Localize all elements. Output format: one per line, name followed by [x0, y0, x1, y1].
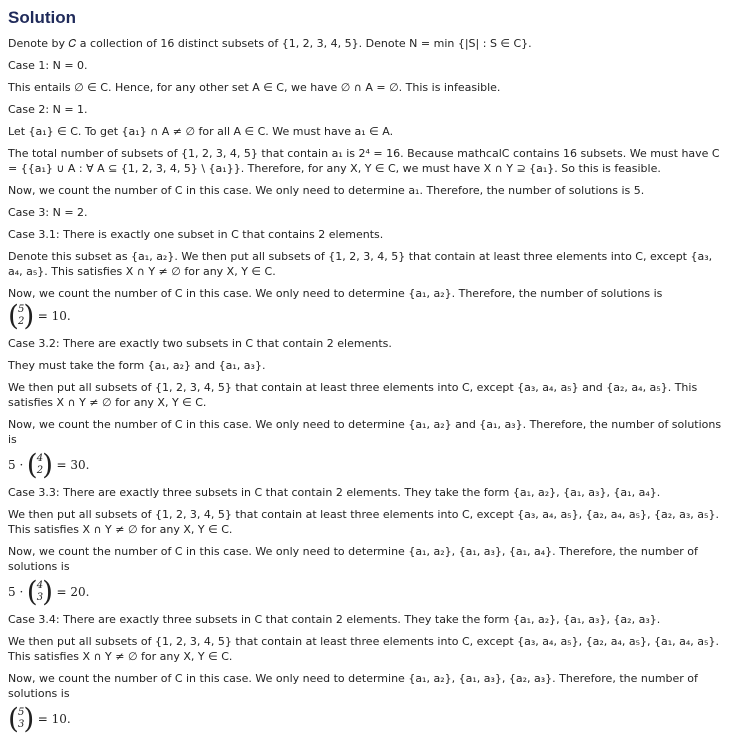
case-3-1-body: Denote this subset as {a₁, a₂}. We then put all subsets of {1, 2, 3, 4, 5} that contain at least three elements into C, except {a₃, a₄, a₅}. This satisfies X ∩ Y ≠ ∅ for any X, Y ∈ C. — [8, 250, 713, 278]
case-3-2-body: We then put all subsets of {1, 2, 3, 4, 5} that contain at least three elements into C, except {a₃, a₄, a₅} and {a₂, a₄, a₅}. This satisfies X ∩ Y ≠ ∅ for any X, Y ∈ C. — [8, 381, 698, 409]
formula-1-top: 5 — [17, 304, 25, 315]
formula-3-result: = 20. — [56, 585, 90, 599]
case-3-4-heading: Case 3.4: There are exactly three subsets in C that contain 2 elements. They take the form {a₁, a₂}, {a₁, a₃}, {a₂, a₃}. — [8, 613, 661, 626]
binomial-formula-3: 5 · (4 3) = 20. — [8, 575, 90, 608]
case-3-3-body: We then put all subsets of {1, 2, 3, 4, 5} that contain at least three elements into C, except {a₃, a₄, a₅}, {a₂, a₄, a₅}, {a₂, a₃, a₅}. This satisfies X ∩ Y ≠ ∅ for any X, Y ∈ C. — [8, 508, 719, 536]
formula-2-result: = 30. — [56, 458, 90, 472]
case-3-2-form: They must take the form {a₁, a₂} and {a₁, a₃}. — [8, 359, 266, 372]
case-2-body: Let {a₁} ∈ C. To get {a₁} ∩ A ≠ ∅ for all A ∈ C. We must have a₁ ∈ A. — [8, 125, 394, 138]
formula-2-prefix: 5 · — [8, 458, 24, 472]
binomial-formula-1: (5 2) = 10. — [8, 299, 71, 332]
formula-3-prefix: 5 · — [8, 585, 24, 599]
formula-2-bottom: 2 — [36, 465, 44, 476]
formula-1-bottom: 2 — [17, 316, 25, 327]
formula-3-top: 4 — [36, 580, 44, 591]
page-title: Solution — [8, 8, 76, 27]
case-3-1-heading: Case 3.1: There is exactly one subset in C that contains 2 elements. — [8, 228, 384, 241]
binomial-formula-2: 5 · (4 2) = 30. — [8, 448, 90, 481]
case-3-1-count — [8, 286, 725, 330]
case-2-count: Now, we count the number of C in this case. We only need to determine a₁. Therefore, the number of solutions is 5. — [8, 184, 645, 197]
case-3-2-heading: Case 3.2: There are exactly two subsets in C that contain 2 elements. — [8, 337, 392, 350]
binomial-formula-4: (5 3) = 10. — [8, 702, 71, 735]
case-3-4-body: We then put all subsets of {1, 2, 3, 4, 5} that contain at least three elements into C, except {a₃, a₄, a₅}, {a₂, a₄, a₅}, {a₁, a₄, a₅}. This satisfies X ∩ Y ≠ ∅ for any X, Y ∈ C. — [8, 635, 719, 663]
formula-2-top: 4 — [36, 453, 44, 464]
formula-3-bottom: 3 — [36, 592, 44, 603]
formula-4-top: 5 — [17, 707, 25, 718]
case-1-body: This entails ∅ ∈ C. Hence, for any other set A ∈ C, we have ∅ ∩ A = ∅. This is infeasible. — [8, 81, 501, 94]
case-2-heading: Case 2: N = 1. — [8, 103, 88, 116]
paragraph-intro: Denote by 𝐶 a collection of 16 distinct subsets of {1, 2, 3, 4, 5}. Denote N = min {|S| : S ∈ C}. — [8, 37, 532, 50]
case-3-4-count: Now, we count the number of C in this case. We only need to determine {a₁, a₂}, {a₁, a₃}, {a₂, a₃}. Therefore, the number of solutions is — [8, 672, 698, 700]
case-3-3-count: Now, we count the number of C in this case. We only need to determine {a₁, a₂}, {a₁, a₃}, {a₁, a₄}. Therefore, the number of solutions is — [8, 545, 698, 573]
case-3-1-count-text: Now, we count the number of C in this case. We only need to determine {a₁, a₂}. Therefore, the number of solutions is — [8, 287, 663, 300]
formula-4-result: = 10. — [37, 712, 71, 726]
case-1-heading: Case 1: N = 0. — [8, 59, 88, 72]
case-3-2-count: Now, we count the number of C in this case. We only need to determine {a₁, a₂} and {a₁, a₃}. Therefore, the number of solutions is — [8, 418, 722, 446]
case-2-explanation: The total number of subsets of {1, 2, 3, 4, 5} that contain a₁ is 2⁴ = 16. Because mathcalC contains 16 subsets. We must have C = {{a₁} ∪ A : ∀ A ⊆ {1, 2, 3, 4, 5} \ {a₁}}. Therefore, for any X, Y ∈ C, we must have X ∩ Y ⊇ {a₁}. So this is feasible. — [8, 147, 720, 175]
case-3-3-heading: Case 3.3: There are exactly three subsets in C that contain 2 elements. They take the form {a₁, a₂}, {a₁, a₃}, {a₁, a₄}. — [8, 486, 661, 499]
formula-4-bottom: 3 — [17, 719, 25, 730]
case-3-heading: Case 3: N = 2. — [8, 206, 88, 219]
formula-1-result: = 10. — [37, 309, 71, 323]
